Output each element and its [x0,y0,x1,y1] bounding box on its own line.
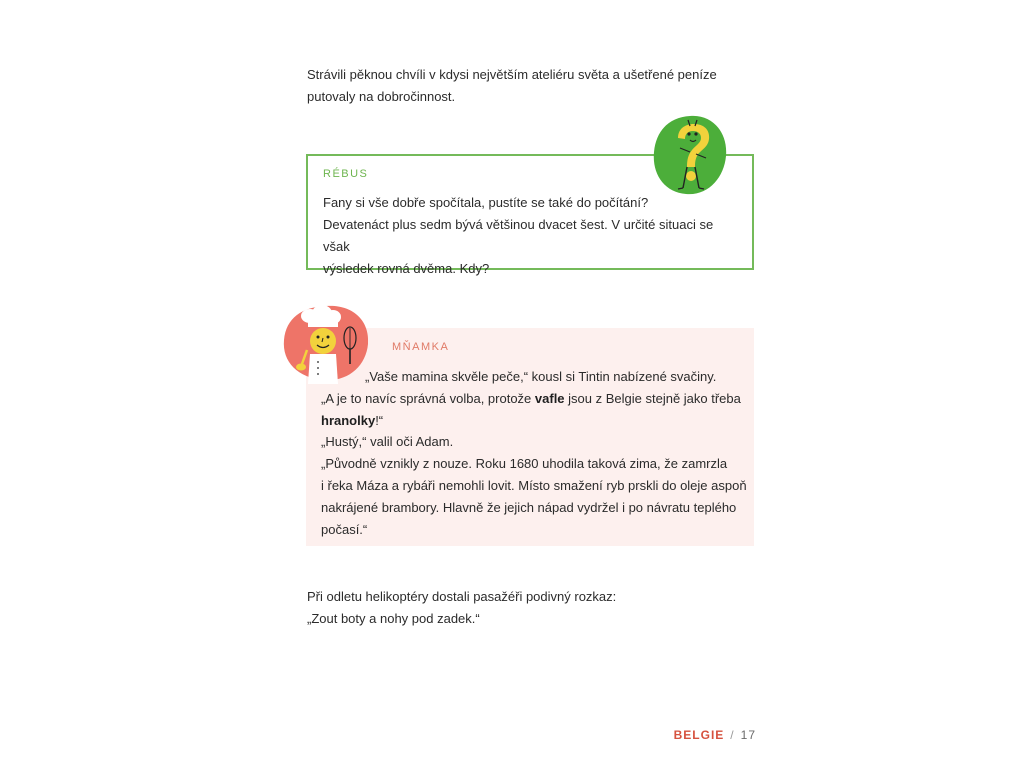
page-number: 17 [740,728,756,742]
mnamka-line: nakrájené brambory. Hlavně že jejich nápad vydržel i po návratu teplého [321,499,737,515]
closing-paragraph [307,586,757,630]
rebus-text [323,192,743,280]
intro-line: putovaly na dobročinnost. [307,89,456,104]
chapter-title: BELGIE [673,728,725,742]
mnamka-line: „Vaše mamina skvěle peče,“ kousl si Tintin nabízené svačiny. [365,369,717,384]
question-mark-character-icon [650,112,730,198]
intro-paragraph [307,64,757,108]
mnamka-line: „Původně vznikly z nouze. Roku 1680 uhodila taková zima, že zamrzla [321,456,728,472]
mnamka-line: i řeka Máza a rybáři nemohli lovit. Místo smažení ryb prskli do oleje aspoň [321,477,747,493]
mnamka-text-run: „A je to navíc správná volba, protože [321,390,535,406]
rebus-line: Fany si vše dobře spočítala, pustíte se také do počítání? [323,195,649,210]
chef-character-icon [280,304,372,384]
closing-line: Při odletu helikoptéry dostali pasažéři podivný rozkaz: [307,589,617,604]
mnamka-bold-word: hranolky [321,412,376,428]
mnamka-heading: MŇAMKA [392,341,450,353]
mnamka-text-run: !“ [375,412,384,428]
mnamka-bold-word: vafle [534,390,565,406]
mnamka-line: počasí.“ [321,521,368,537]
rebus-heading: RÉBUS [323,168,369,180]
mnamka-line [321,388,751,410]
mnamka-text-run: jsou z Belgie stejně jako třeba [564,390,741,406]
page-footer [674,728,756,742]
rebus-line: výsledek rovná dvěma. Kdy? [323,261,490,276]
rebus-line: Devatenáct plus sedm bývá většinou dvacet šest. V určité situaci se však [323,217,714,254]
intro-line: Strávili pěknou chvíli v kdysi největším ateliéru světa a ušetřené peníze [307,67,717,82]
mnamka-text [321,366,751,540]
footer-separator: / [730,728,735,742]
closing-line: „Zout boty a nohy pod zadek.“ [307,611,480,626]
mnamka-line: „Hustý,“ valil oči Adam. [321,434,454,450]
mnamka-line [321,410,751,432]
mnamka-box [306,328,754,546]
